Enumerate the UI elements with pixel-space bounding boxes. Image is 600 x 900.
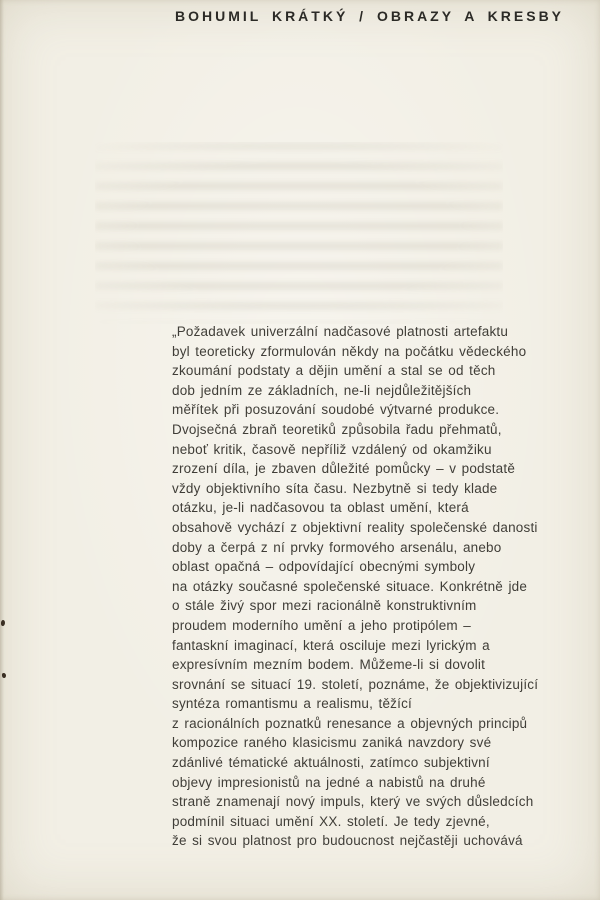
text-line: objevy impresionistů na jedné a nabistů na druhé xyxy=(172,774,486,790)
text-line: že si svou platnost pro budoucnost nejčastěji uchovává xyxy=(172,833,523,849)
text-line: syntéza romantismu a realismu, těžící xyxy=(172,696,412,712)
text-line: expresívním mezním bodem. Můžeme-li si dovolit xyxy=(172,657,486,673)
text-line: podmínil situaci umění XX. století. Je tedy zjevné, xyxy=(172,813,490,829)
binding-mark xyxy=(1,620,6,626)
text-line: „Požadavek univerzální nadčasové platnosti artefaktu xyxy=(172,324,509,339)
text-line: měřítek při posuzování soudobé výtvarné produkce. xyxy=(172,402,500,418)
text-line: zrození díla, je zbaven důležité pomůcky – v podstatě xyxy=(172,461,516,477)
text-line: byl teoreticky zformulován někdy na počátku vědeckého xyxy=(172,343,527,359)
text-line: doby a čerpá z ní prvky formového arsenálu, anebo xyxy=(172,539,502,555)
text-line: fantaskní imaginací, která osciluje mezi lyrickým a xyxy=(172,637,490,653)
text-line: oblast opačná – odpovídající obecnými symboly xyxy=(172,559,476,575)
body-text xyxy=(172,322,538,851)
page-title: BOHUMIL KRÁTKÝ / OBRAZY A KRESBY xyxy=(175,8,565,24)
text-line: z racionálních poznatků renesance a objevných principů xyxy=(172,715,528,731)
text-line: Dvojsečná zbraň teoretiků způsobila řadu přehmatů, xyxy=(172,421,502,437)
text-line: zdánlivé tématické aktuálnosti, zatímco subjektivní xyxy=(172,755,490,771)
text-line: dob jedním ze základních, ne-li nejdůležitějších xyxy=(172,382,472,398)
text-line: obsahově vychází z objektivní reality společenské danosti xyxy=(172,519,538,535)
page-gutter-shading xyxy=(0,0,4,900)
text-line: vždy objektivního síta času. Nezbytně si tedy klade xyxy=(172,480,498,496)
text-line: srovnání se situací 19. století, poznáme, že objektivizující xyxy=(172,676,539,692)
show-through-ghost-text xyxy=(95,142,503,324)
text-line: na otázky současné společenské situace. Konkrétně jde xyxy=(172,578,528,594)
text-line: neboť kritik, časově nepříliž vzdálený od okamžiku xyxy=(172,441,492,457)
text-line: otázku, je-li nadčasovou ta oblast umění, která xyxy=(172,500,469,516)
text-line: proudem moderního umění a jeho protipólem – xyxy=(172,617,472,633)
text-line: straně znamenají nový impuls, který ve svých důsledcích xyxy=(172,794,534,810)
text-line: zkoumání podstaty a dějin umění a stal se od těch xyxy=(172,363,496,379)
binding-mark xyxy=(2,673,7,678)
text-line: kompozice raného klasicismu zaniká navzdory své xyxy=(172,735,492,751)
text-line: o stále živý spor mezi racionálně konstruktivním xyxy=(172,598,477,614)
